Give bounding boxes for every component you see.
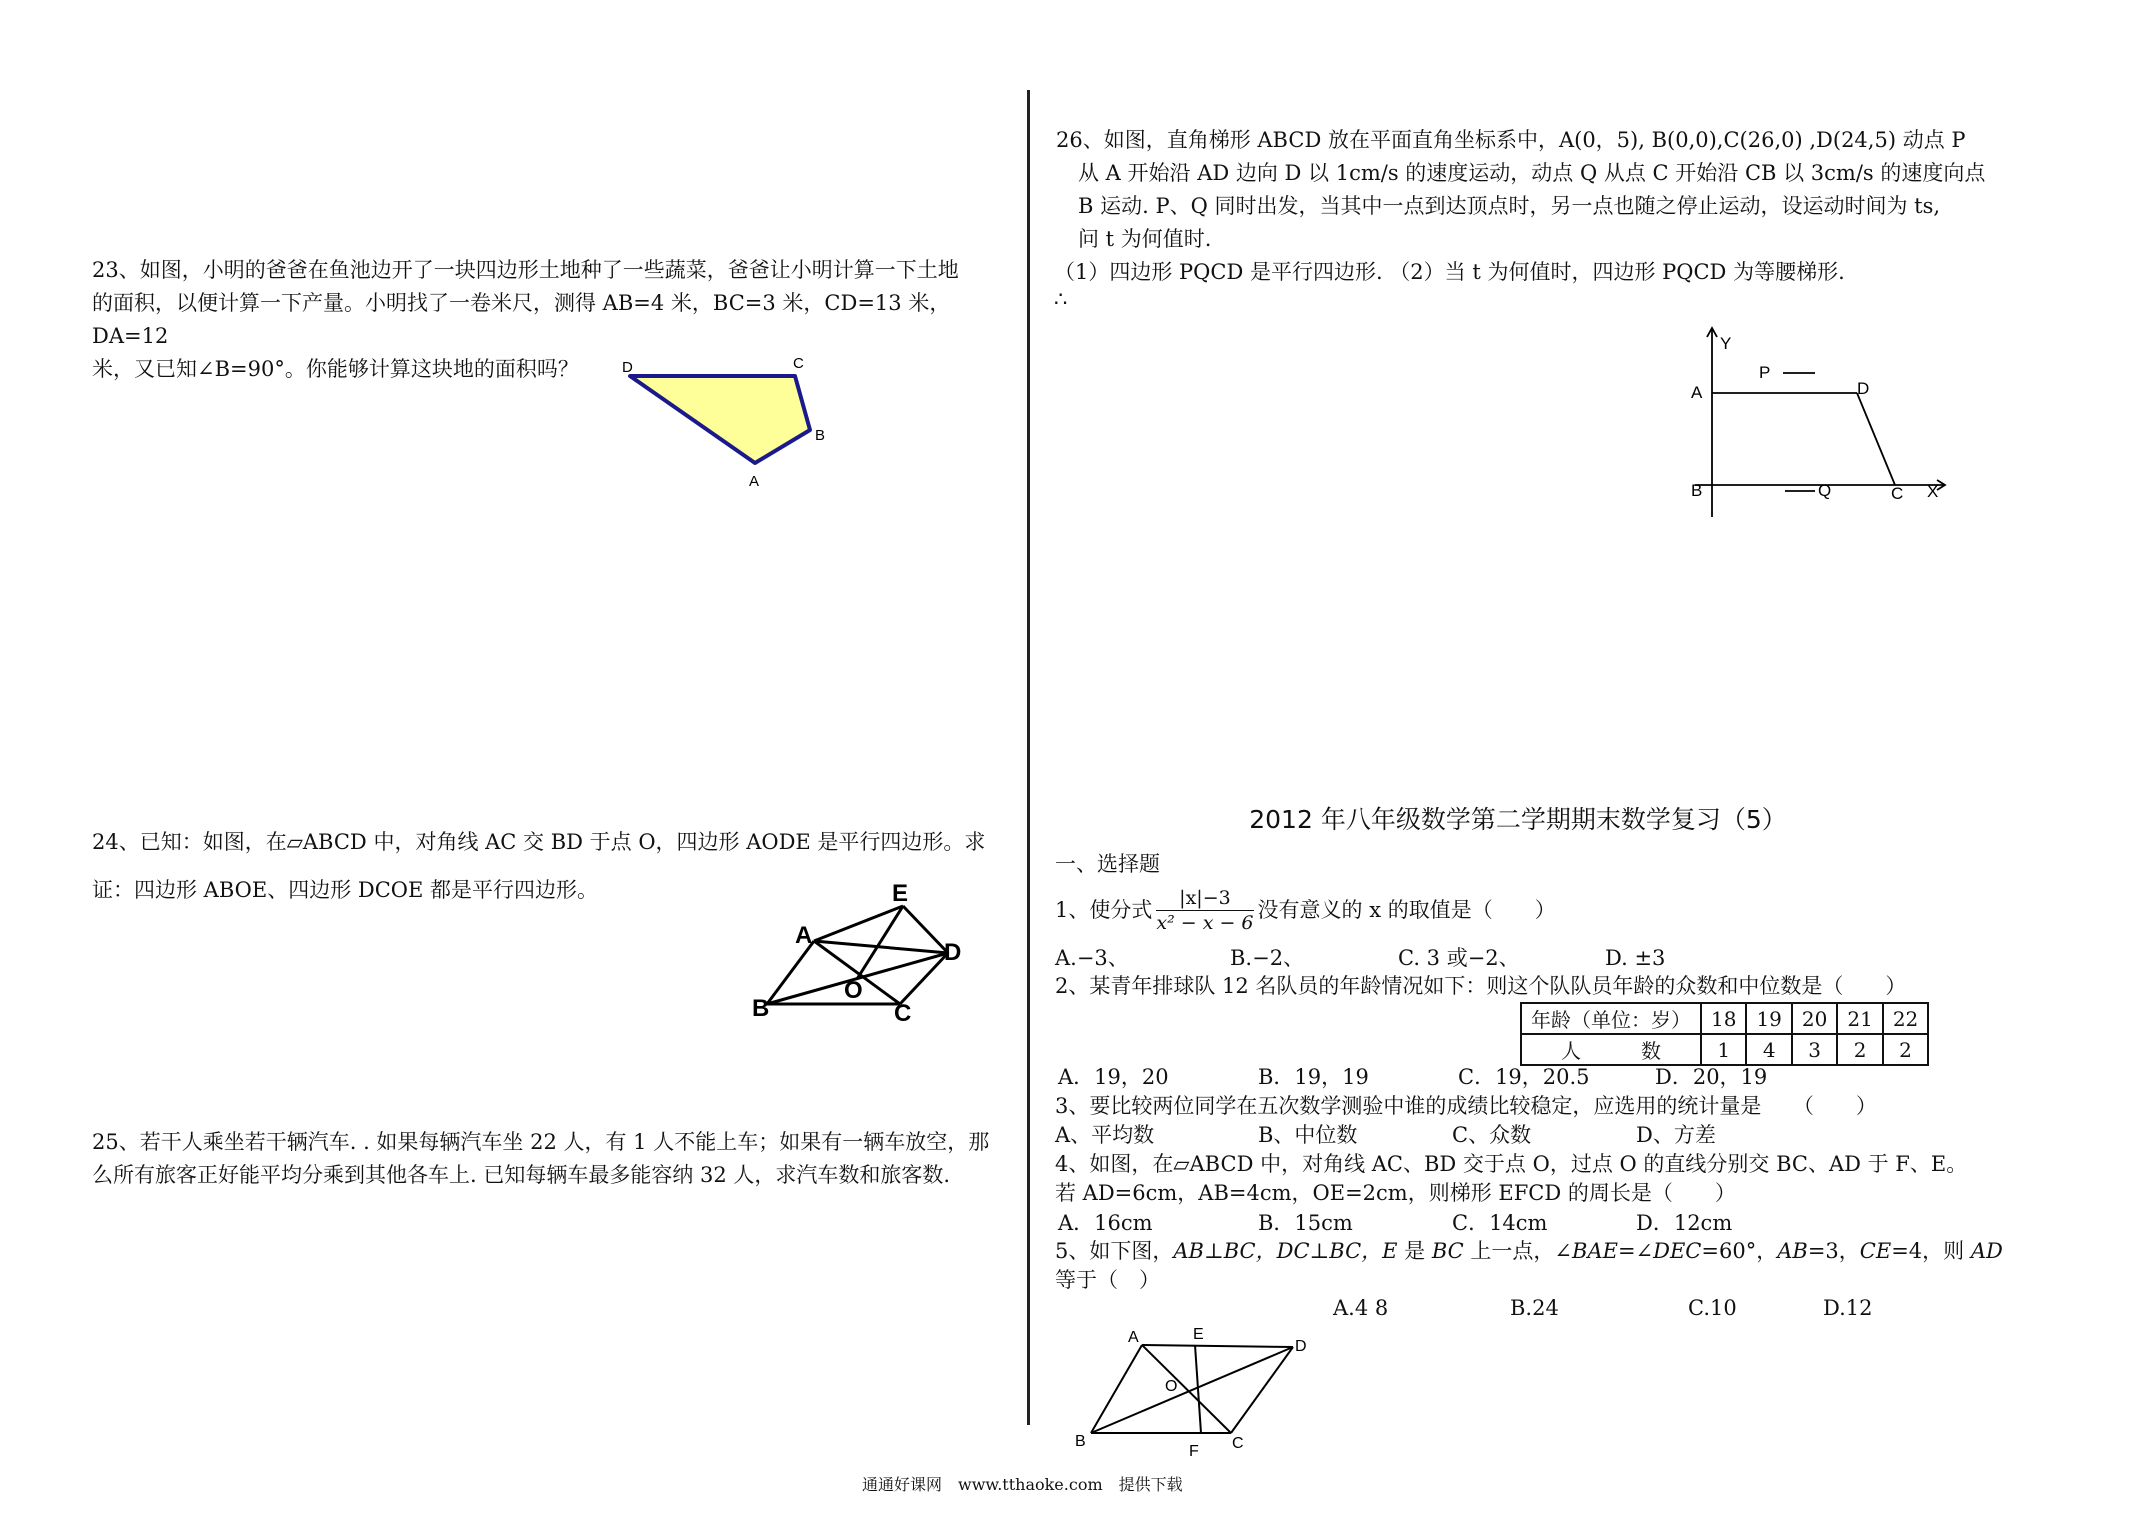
q5-text: =60°， bbox=[1701, 1239, 1778, 1263]
q4-option-a: A．16cm bbox=[1058, 1211, 1153, 1235]
q3-option-c: C、众数 bbox=[1452, 1123, 1532, 1147]
q4-option-c: C．14cm bbox=[1452, 1211, 1548, 1235]
q1-suffix: 没有意义的 x 的取值是（ ） bbox=[1257, 897, 1556, 922]
q1-option-b: B.−2、 bbox=[1230, 946, 1305, 970]
section-heading: 一、选择题 bbox=[1055, 852, 1160, 876]
q1-fraction bbox=[1156, 886, 1253, 935]
q26-line4: 问 t 为何值时. bbox=[1078, 227, 1212, 251]
age-table-cell: 21 bbox=[1837, 1003, 1882, 1034]
exam-title: 2012 年八年级数学第二学期期末数学复习（5） bbox=[1249, 805, 1787, 834]
q5-text: AB bbox=[1777, 1239, 1808, 1263]
q26-label-x: X bbox=[1927, 482, 1939, 501]
q2-option-a: A．19，20 bbox=[1058, 1065, 1169, 1089]
q5-text: BC bbox=[1431, 1239, 1464, 1263]
q3-option-b: B、中位数 bbox=[1258, 1123, 1358, 1147]
q2-option-b: B．19，19 bbox=[1258, 1065, 1369, 1089]
q24-label-d: D bbox=[944, 939, 962, 966]
age-table-cell: 3 bbox=[1792, 1034, 1837, 1065]
q23-line3: 米，又已知∠B=90°。你能够计算这块地的面积吗？ bbox=[92, 357, 579, 381]
q4-line1: 4、如图，在▱ABCD 中，对角线 AC、BD 交于点 O，过点 O 的直线分别交 BC、AD 于 F、E。 bbox=[1055, 1152, 1968, 1176]
q26-label-p: P bbox=[1759, 363, 1771, 382]
q26-label-d: D bbox=[1857, 379, 1870, 398]
q5-option-c: C.10 bbox=[1688, 1296, 1737, 1320]
q24-label-e: E bbox=[892, 880, 909, 907]
q5-option-b: B.24 bbox=[1510, 1296, 1559, 1320]
q23-label-d: D bbox=[622, 359, 633, 376]
q1-option-a: A.−3、 bbox=[1055, 946, 1129, 970]
q25-line2: 么所有旅客正好能平均分乘到其他各车上. 已知每辆车最多能容纳 32 人，求汽车数和旅客数. bbox=[92, 1163, 951, 1187]
q5-text: 是 bbox=[1397, 1239, 1432, 1263]
q23-label-b: B bbox=[815, 427, 826, 444]
q5-text: AB⊥BC，DC⊥BC，E bbox=[1173, 1239, 1398, 1263]
q5-text: =4，则 bbox=[1891, 1239, 1971, 1263]
q5-label-b: B bbox=[1075, 1433, 1086, 1450]
q26-label-a: A bbox=[1691, 383, 1703, 402]
q26-line1: 26、如图，直角梯形 ABCD 放在平面直角坐标系中，A(0，5), B(0,0),C(26,0) ,D(24,5) 动点 P bbox=[1056, 128, 1966, 152]
q26-line5: （1）四边形 PQCD 是平行四边形. （2）当 t 为何值时，四边形 PQCD 为等腰梯形. bbox=[1054, 260, 1845, 284]
q1-prefix: 1、使分式 bbox=[1055, 897, 1153, 922]
age-table-cell: 2 bbox=[1883, 1034, 1928, 1065]
q23-label-c: C bbox=[793, 355, 804, 372]
q26-label-y: Y bbox=[1720, 334, 1732, 353]
q3-option-d: D、方差 bbox=[1636, 1123, 1716, 1147]
q4-line2: 若 AD=6cm，AB=4cm，OE=2cm，则梯形 EFCD 的周长是（ ） bbox=[1055, 1181, 1736, 1205]
question-25 bbox=[92, 1126, 1012, 1192]
question-1 bbox=[1055, 884, 1556, 936]
q23-quadrilateral bbox=[630, 376, 810, 463]
q5-text: 5、如下图， bbox=[1055, 1239, 1174, 1263]
age-table-cell: 2 bbox=[1837, 1034, 1882, 1065]
age-table-header: 年龄（单位：岁） bbox=[1521, 1003, 1701, 1034]
q24-label-o: O bbox=[844, 977, 863, 1004]
age-table-cell: 20 bbox=[1792, 1003, 1837, 1034]
q1-option-d: D. ±3 bbox=[1605, 946, 1666, 970]
q24-figure bbox=[740, 875, 980, 1025]
question-23 bbox=[92, 254, 1012, 386]
q26-line6: ∴ bbox=[1054, 287, 1068, 311]
q3-option-a: A、平均数 bbox=[1055, 1123, 1155, 1147]
q5-text: CE bbox=[1859, 1239, 1892, 1263]
q26-coordinate-figure bbox=[1665, 325, 1955, 525]
q5-text: ∠BAE=∠DEC bbox=[1554, 1239, 1702, 1263]
age-table-header: 人 数 bbox=[1521, 1034, 1701, 1065]
q23-label-a: A bbox=[749, 473, 760, 490]
age-table-cell: 19 bbox=[1746, 1003, 1791, 1034]
q5-option-d: D.12 bbox=[1823, 1296, 1873, 1320]
q5-figure bbox=[1065, 1325, 1325, 1465]
q5-text: =3， bbox=[1807, 1239, 1860, 1263]
q24-label-a: A bbox=[795, 922, 813, 949]
q5-text: AD bbox=[1970, 1239, 2003, 1263]
q5-text: 上一点， bbox=[1463, 1239, 1555, 1263]
age-table-cell: 18 bbox=[1701, 1003, 1746, 1034]
q5-label-a: A bbox=[1128, 1329, 1139, 1346]
age-table-row-age bbox=[1521, 1003, 1928, 1034]
q24-label-b: B bbox=[752, 995, 770, 1022]
q24-line1: 24、已知：如图，在▱ABCD 中，对角线 AC 交 BD 于点 O，四边形 AODE 是平行四边形。求 bbox=[92, 830, 986, 854]
q26-label-c: C bbox=[1891, 484, 1904, 503]
age-table-cell: 4 bbox=[1746, 1034, 1791, 1065]
q26-label-q: Q bbox=[1818, 481, 1832, 500]
q1-denominator: x² − x − 6 bbox=[1156, 911, 1254, 934]
q4-option-b: B．15cm bbox=[1258, 1211, 1353, 1235]
q26-line2: 从 A 开始沿 AD 边向 D 以 1cm/s 的速度运动，动点 Q 从点 C 开始沿 CB 以 3cm/s 的速度向点 bbox=[1078, 161, 1986, 185]
q5-label-o: O bbox=[1165, 1378, 1178, 1395]
q24-line2: 证：四边形 ABOE、四边形 DCOE 都是平行四边形。 bbox=[92, 878, 599, 902]
q5-label-f: F bbox=[1189, 1443, 1199, 1460]
q25-line1: 25、若干人乘坐若干辆汽车. . 如果每辆汽车坐 22 人，有 1 人不能上车；如果有一辆车放空，那 bbox=[92, 1130, 990, 1154]
q5-option-a: A.4 8 bbox=[1333, 1296, 1389, 1320]
q2-option-c: C．19，20.5 bbox=[1458, 1065, 1590, 1089]
q4-option-d: D．12cm bbox=[1636, 1211, 1733, 1235]
q1-numerator: |x|−3 bbox=[1156, 886, 1253, 911]
q1-option-c: C. 3 或−2、 bbox=[1398, 946, 1520, 970]
column-divider bbox=[1027, 90, 1030, 1425]
q5-line2: 等于（ ） bbox=[1055, 1268, 1160, 1292]
q5-line1 bbox=[1055, 1235, 2003, 1268]
question-26 bbox=[1054, 124, 2134, 309]
question-3: 3、要比较两位同学在五次数学测验中谁的成绩比较稳定，应选用的统计量是 （ ） bbox=[1055, 1094, 1877, 1118]
q26-label-b: B bbox=[1691, 481, 1703, 500]
age-table bbox=[1520, 1002, 1929, 1066]
q5-label-e: E bbox=[1193, 1326, 1204, 1343]
q23-line2: 的面积，以便计算一下产量。小明找了一卷米尺，测得 AB=4 米，BC=3 米，CD=13 米，DA=12 bbox=[92, 291, 951, 348]
q2-option-d: D．20，19 bbox=[1655, 1065, 1768, 1089]
q5-label-c: C bbox=[1232, 1435, 1244, 1452]
q23-figure bbox=[600, 350, 840, 500]
q23-line1: 23、如图，小明的爸爸在鱼池边开了一块四边形土地种了一些蔬菜，爸爸让小明计算一下土地 bbox=[92, 258, 959, 282]
q26-line3: B 运动. P、Q 同时出发，当其中一点到达顶点时，另一点也随之停止运动，设运动时间为 ts, bbox=[1078, 194, 1941, 218]
q5-label-d: D bbox=[1295, 1338, 1307, 1355]
age-table-cell: 1 bbox=[1701, 1034, 1746, 1065]
q24-label-c: C bbox=[894, 1000, 912, 1025]
page-footer: 通通好课网 www.tthaoke.com 提供下载 bbox=[862, 1475, 1183, 1494]
question-2: 2、某青年排球队 12 名队员的年龄情况如下：则这个队队员年龄的众数和中位数是（ ） bbox=[1055, 974, 1907, 998]
age-table-cell: 22 bbox=[1883, 1003, 1928, 1034]
